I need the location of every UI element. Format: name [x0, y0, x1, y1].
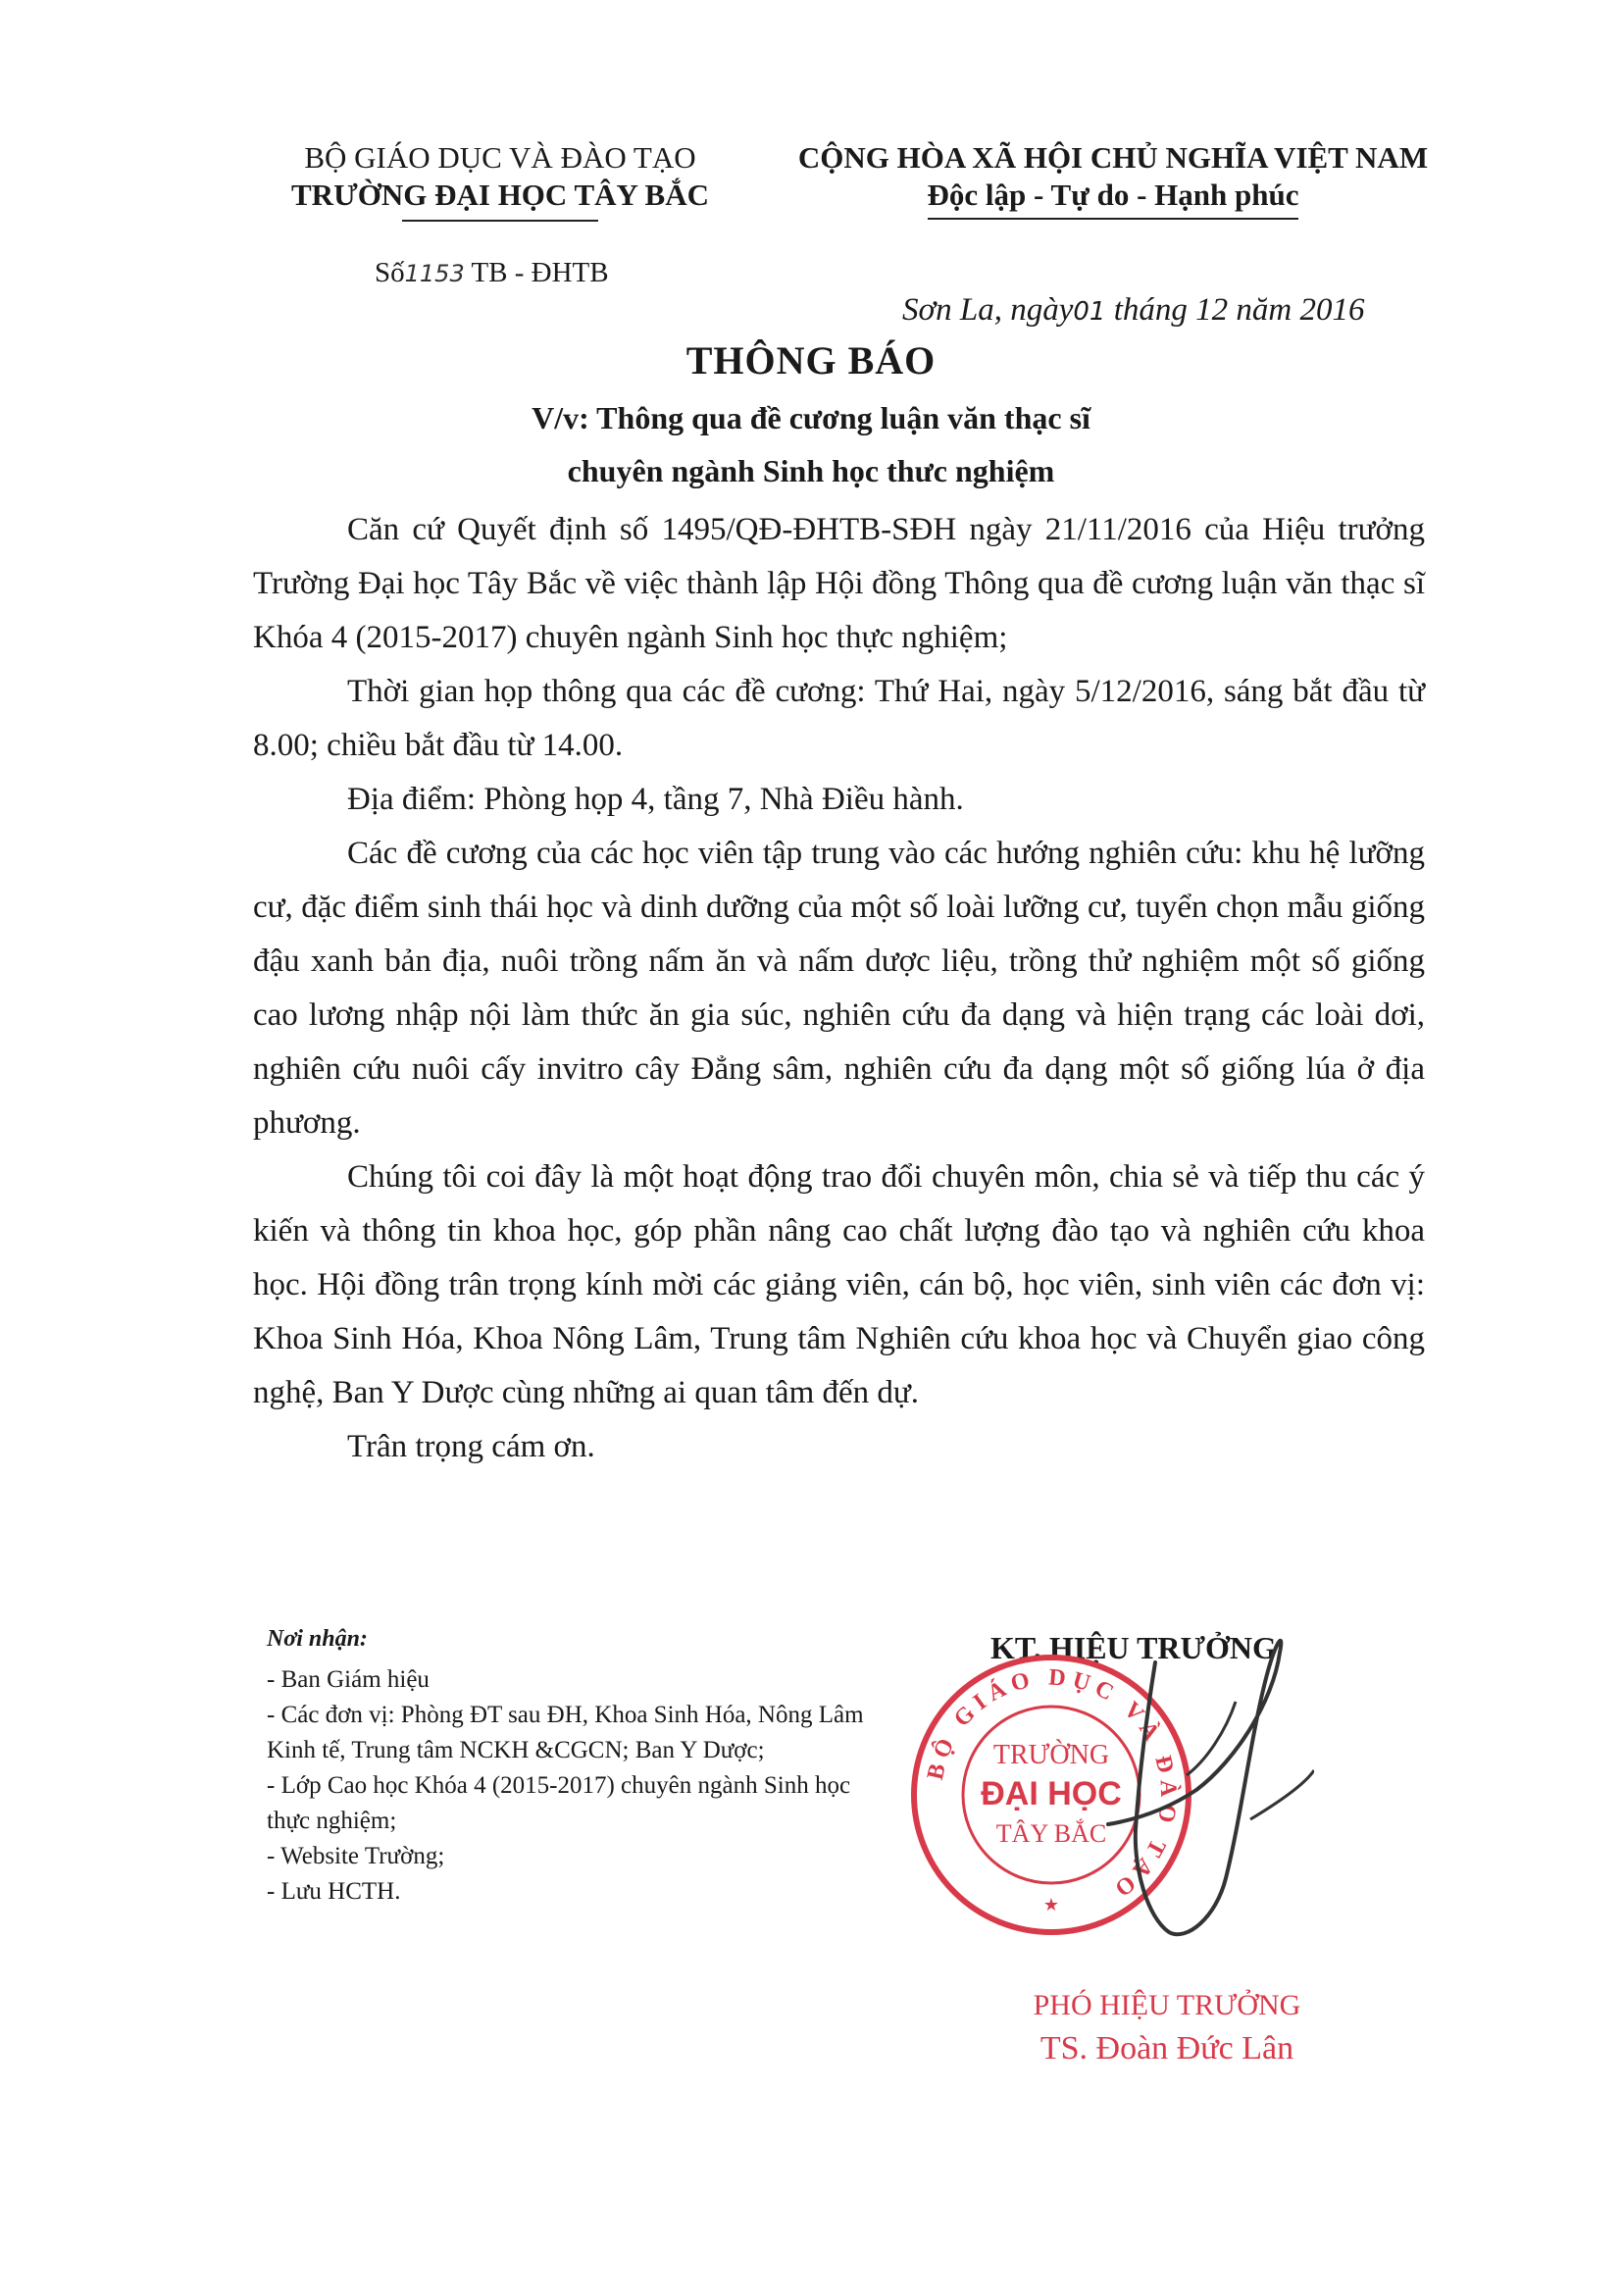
- date-day: 01: [1073, 297, 1106, 327]
- handwritten-signature: [1079, 1623, 1314, 1947]
- national-motto: [760, 139, 1466, 220]
- doc-number-prefix: Số: [375, 257, 405, 288]
- recipients-block: [267, 1621, 894, 1910]
- date-after: tháng 12 năm 2016: [1105, 292, 1365, 328]
- recipient-item: - Lớp Cao học Khóa 4 (2015-2017) chuyên ngành Sinh học thực nghiệm;: [267, 1772, 851, 1834]
- stamp-line-2: ĐẠI HỌC: [981, 1775, 1122, 1812]
- date-before: Sơn La, ngày: [902, 292, 1074, 328]
- recipient-item: - Ban Giám hiệu: [267, 1666, 430, 1693]
- motto: Độc lập - Tự do - Hạnh phúc: [928, 177, 1299, 220]
- body-paragraph: Địa điểm: Phòng họp 4, tầng 7, Nhà Điều hành.: [347, 782, 964, 817]
- date-line: [902, 292, 1364, 329]
- signer-name: TS. Đoàn Đức Lân: [1039, 2030, 1294, 2066]
- stamp-ring-text: BỘ GIÁO DỤC VÀ ĐÀO TẠO: [922, 1664, 1182, 1906]
- body-paragraph: Căn cứ Quyết định số 1495/QĐ-ĐHTB-SĐH ngày 21/11/2016 của Hiệu trưởng Trường Đại học Tây Bắc về việc thành lập Hội đồng Thông qua đề cương luận văn thạc sĩ Khóa 4 (2015-2017) chuyên ngành Sinh học thực nghiệm;: [253, 512, 1425, 655]
- recipient-item: - Các đơn vị: Phòng ĐT sau ĐH, Khoa Sinh Hóa, Nông Lâm Kinh tế, Trung tâm NCKH &CGCN; Ban Y Dược;: [267, 1702, 864, 1763]
- doc-number-suffix: TB - ĐHTB: [471, 257, 609, 288]
- stamp-star-icon: ★: [1042, 1895, 1060, 1914]
- signature-prefix: KT.: [990, 1630, 1041, 1665]
- recipient-item: - Lưu HCTH.: [267, 1878, 401, 1905]
- subject-line-1: V/v: Thông qua đề cương luận văn thạc sĩ: [532, 400, 1090, 435]
- recipients-heading: Nơi nhận:: [267, 1626, 368, 1652]
- stamp-line-3: TÂY BẮC: [995, 1819, 1107, 1848]
- document-title: THÔNG BÁO: [685, 338, 937, 383]
- doc-number-handwritten: 1153: [404, 260, 465, 287]
- header-underline: [402, 220, 598, 222]
- university-name: TRƯỜNG ĐẠI HỌC TÂY BẮC: [291, 178, 709, 212]
- document-body: [253, 503, 1425, 1474]
- document-number: [375, 257, 609, 289]
- country-name: CỘNG HÒA XÃ HỘI CHỦ NGHĨA VIỆT NAM: [797, 140, 1429, 175]
- signer-role: PHÓ HIỆU TRƯỞNG: [1033, 1989, 1301, 2021]
- body-paragraph: Thời gian họp thông qua các đề cương: Thứ Hai, ngày 5/12/2016, sáng bắt đầu từ 8.00; chiều bắt đầu từ 14.00.: [253, 674, 1425, 763]
- recipient-item: - Website Trường;: [267, 1843, 445, 1869]
- body-paragraph: Trân trọng cám ơn.: [347, 1429, 595, 1464]
- body-paragraph: Chúng tôi coi đây là một hoạt động trao đổi chuyên môn, chia sẻ và tiếp thu các ý kiến và thông tin khoa học, góp phần nâng cao chất lượng đào tạo và nghiên cứu khoa học. Hội đồng trân trọng kính mời các giảng viên, cán bộ, học viên, sinh viên các đơn vị: Khoa Sinh Hóa, Khoa Nông Lâm, Trung tâm Nghiên cứu khoa học và Chuyển giao công nghệ, Ban Y Dược cùng những ai quan tâm đến dự.: [253, 1159, 1425, 1410]
- ministry-header: [279, 139, 721, 222]
- ministry-name: BỘ GIÁO DỤC VÀ ĐÀO TẠO: [304, 140, 696, 175]
- body-paragraph: Các đề cương của các học viên tập trung vào các hướng nghiên cứu: khu hệ lưỡng cư, đặc điểm sinh thái học và dinh dưỡng của một số loài lưỡng cư, tuyển chọn mẫu giống đậu xanh bản địa, nuôi trồng nấm ăn và nấm dược liệu, trồng thử nghiệm một số giống cao lương nhập nội làm thức ăn gia súc, nghiên cứu đa dạng và hiện trạng các loài dơi, nghiên cứu nuôi cấy invitro cây Đẳng sâm, nghiên cứu đa dạng một số giống lúa ở địa phương.: [253, 836, 1425, 1141]
- subject-line-2: chuyên ngành Sinh học thưc nghiệm: [567, 453, 1055, 488]
- stamp-line-1: TRƯỜNG: [992, 1740, 1110, 1770]
- signature-title: HIỆU TRƯỞNG: [1048, 1630, 1277, 1665]
